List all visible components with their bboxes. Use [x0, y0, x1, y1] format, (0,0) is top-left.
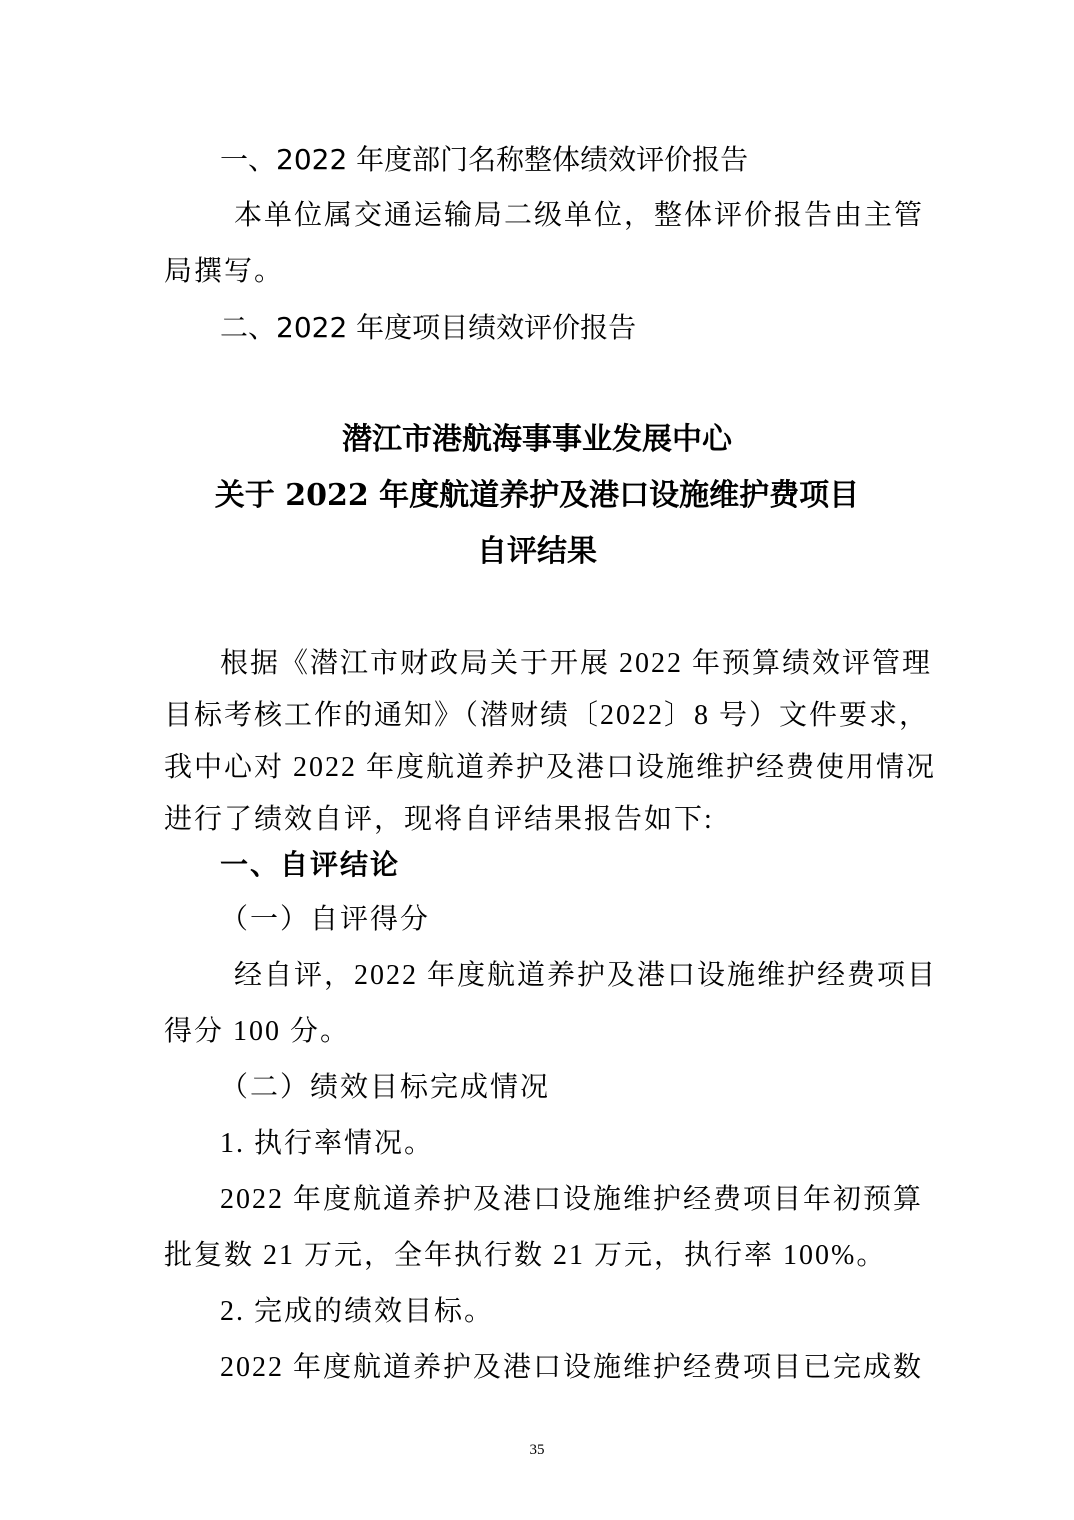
exec-line: 批复数 21 万元，全年执行数 21 万元，执行率 100%。 [164, 1240, 887, 1271]
score-line: 得分 100 分。 [164, 1016, 351, 1047]
intro-line: 根据《潜江市财政局关于开展 2022 年预算绩效评管理 [220, 648, 933, 679]
exec-line: 2022 年度航道养护及港口设施维护经费项目年初预算 [220, 1184, 924, 1215]
intro-line: 目标考核工作的通知》（潜财绩〔2022〕8 号）文件要求， [164, 700, 930, 731]
report-title-line-2: 关于 2022 年度航道养护及港口设施维护费项目 [214, 478, 860, 513]
conclusion-heading: 一、自评结论 [220, 850, 401, 881]
paragraph-line: 局撰写。 [164, 256, 285, 287]
report-title-line-3: 自评结果 [477, 534, 597, 569]
intro-line: 进行了绩效自评，现将自评结果报告如下: [164, 804, 714, 835]
done-heading: 2. 完成的绩效目标。 [220, 1296, 495, 1327]
report-title-line-1: 潜江市港航海事事业发展中心 [342, 422, 732, 457]
goal-heading: （二）绩效目标完成情况 [220, 1072, 551, 1103]
done-line: 2022 年度航道养护及港口设施维护经费项目已完成数 [220, 1352, 924, 1383]
exec-heading: 1. 执行率情况。 [220, 1128, 435, 1159]
score-line: 经自评，2022 年度航道养护及港口设施维护经费项目 [234, 960, 938, 991]
section-heading-1: 一、2022 年度部门名称整体绩效评价报告 [220, 143, 749, 176]
intro-line: 我中心对 2022 年度航道养护及港口设施维护经费使用情况 [164, 752, 937, 783]
paragraph-line: 本单位属交通运输局二级单位，整体评价报告由主管 [234, 200, 925, 231]
section-heading-2: 二、2022 年度项目绩效评价报告 [220, 311, 637, 344]
score-heading: （一）自评得分 [220, 904, 431, 935]
page-number: 35 [529, 1442, 545, 1458]
